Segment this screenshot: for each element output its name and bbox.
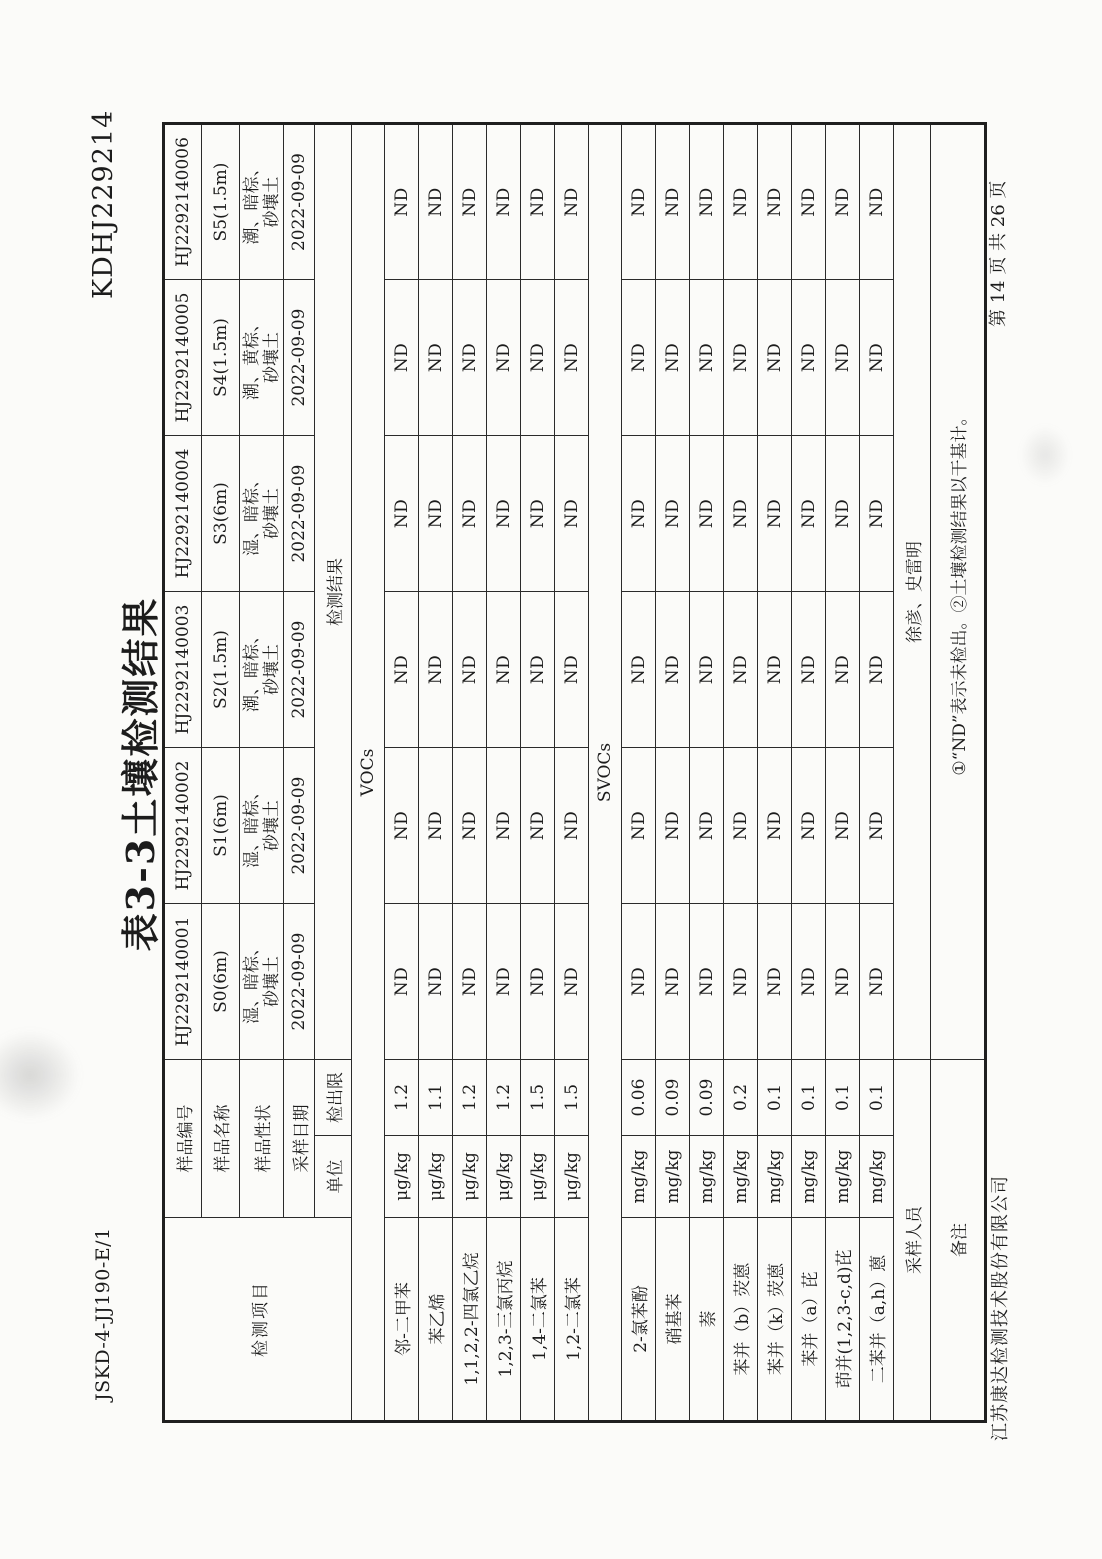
- result-cell: ND: [758, 436, 792, 592]
- analyte-row: [385, 124, 419, 1422]
- report-number: KDHJ229214: [88, 109, 119, 299]
- analyte-row: [826, 124, 860, 1422]
- sample-character: 潮、黄棕、 砂壤土: [240, 280, 284, 436]
- result-cell: ND: [453, 124, 487, 280]
- analyte-limit: 0.1: [860, 1060, 894, 1136]
- sample-id: HJ2292140005: [164, 280, 202, 436]
- analyte-unit: μg/kg: [555, 1136, 589, 1218]
- sample-character: 湿、暗棕、 砂壤土: [240, 904, 284, 1060]
- sampler-value: 徐彦、史雷明: [894, 124, 931, 1060]
- result-cell: ND: [521, 748, 555, 904]
- soil-results-table: [162, 122, 987, 1423]
- analyte-limit: 1.2: [385, 1060, 419, 1136]
- result-cell: ND: [724, 124, 758, 280]
- result-cell: ND: [487, 592, 521, 748]
- analyte-name: 茚并(1,2,3-c,d)芘: [826, 1218, 860, 1422]
- sample-character: 湿、暗棕、 砂壤土: [240, 436, 284, 592]
- sample-character: 潮、暗棕、 砂壤土: [240, 124, 284, 280]
- result-cell: ND: [656, 124, 690, 280]
- result-cell: ND: [622, 748, 656, 904]
- result-cell: ND: [690, 280, 724, 436]
- corner-label: 检测项目: [164, 1218, 352, 1422]
- result-cell: ND: [792, 280, 826, 436]
- analyte-limit: 1.5: [521, 1060, 555, 1136]
- analyte-name: 苯乙烯: [419, 1218, 453, 1422]
- analyte-name: 苯并（a）芘: [792, 1218, 826, 1422]
- analyte-unit: μg/kg: [487, 1136, 521, 1218]
- analyte-unit: μg/kg: [453, 1136, 487, 1218]
- result-cell: ND: [724, 904, 758, 1060]
- form-code: JSKD-4-JJ190-E/1: [92, 1227, 114, 1401]
- result-cell: ND: [724, 280, 758, 436]
- row-label: 样品编号: [164, 1060, 202, 1218]
- sample-id: HJ2292140003: [164, 592, 202, 748]
- result-header: 检测结果: [315, 124, 352, 1060]
- result-cell: ND: [385, 904, 419, 1060]
- section-row-svocs: [589, 124, 622, 1422]
- result-cell: ND: [622, 280, 656, 436]
- result-cell: ND: [826, 592, 860, 748]
- analyte-row: [555, 124, 589, 1422]
- result-cell: ND: [656, 592, 690, 748]
- result-cell: ND: [453, 436, 487, 592]
- result-cell: ND: [758, 124, 792, 280]
- sample-character: 潮、暗棕、 砂壤土: [240, 592, 284, 748]
- result-cell: ND: [622, 904, 656, 1060]
- analyte-name: 1,1,2,2-四氯乙烷: [453, 1218, 487, 1422]
- analyte-row: [724, 124, 758, 1422]
- row-label: 采样日期: [284, 1060, 315, 1218]
- result-cell: ND: [860, 436, 894, 592]
- analyte-unit: mg/kg: [758, 1136, 792, 1218]
- result-cell: ND: [826, 436, 860, 592]
- result-cell: ND: [622, 436, 656, 592]
- result-cell: ND: [555, 904, 589, 1060]
- analyte-row: [860, 124, 894, 1422]
- remark-label: 备注: [931, 1060, 986, 1422]
- sample-id-row: [164, 124, 202, 1422]
- analyte-name: 1,2-二氯苯: [555, 1218, 589, 1422]
- sampler-row: [894, 124, 931, 1422]
- analyte-limit: 1.2: [453, 1060, 487, 1136]
- section-row-vocs: [352, 124, 385, 1422]
- section-label: SVOCs: [589, 124, 622, 1422]
- result-cell: ND: [758, 748, 792, 904]
- result-cell: ND: [792, 124, 826, 280]
- analyte-limit: 0.1: [826, 1060, 860, 1136]
- result-cell: ND: [656, 904, 690, 1060]
- analyte-name: 二苯并（a,h）蒽: [860, 1218, 894, 1422]
- result-cell: ND: [419, 436, 453, 592]
- result-cell: ND: [656, 280, 690, 436]
- sample-date: 2022-09-09: [284, 124, 315, 280]
- result-cell: ND: [419, 748, 453, 904]
- result-cell: ND: [555, 280, 589, 436]
- result-cell: ND: [622, 124, 656, 280]
- analyte-unit: μg/kg: [419, 1136, 453, 1218]
- result-cell: ND: [453, 592, 487, 748]
- result-cell: ND: [860, 748, 894, 904]
- result-cell: ND: [792, 436, 826, 592]
- result-cell: ND: [419, 904, 453, 1060]
- remark-row: [931, 124, 986, 1422]
- analyte-unit: mg/kg: [792, 1136, 826, 1218]
- sample-id: HJ2292140002: [164, 748, 202, 904]
- analyte-limit: 0.09: [656, 1060, 690, 1136]
- limit-header: 检出限: [315, 1060, 352, 1136]
- sample-character: 湿、暗棕、 砂壤土: [240, 748, 284, 904]
- result-cell: ND: [453, 280, 487, 436]
- result-cell: ND: [521, 904, 555, 1060]
- result-cell: ND: [622, 592, 656, 748]
- result-cell: ND: [826, 904, 860, 1060]
- result-cell: ND: [724, 748, 758, 904]
- analyte-unit: mg/kg: [656, 1136, 690, 1218]
- result-cell: ND: [419, 280, 453, 436]
- sample-id: HJ2292140004: [164, 436, 202, 592]
- result-cell: ND: [690, 592, 724, 748]
- result-cell: ND: [758, 904, 792, 1060]
- analyte-limit: 0.09: [690, 1060, 724, 1136]
- result-cell: ND: [521, 436, 555, 592]
- row-label: 样品性状: [240, 1060, 284, 1218]
- result-cell: ND: [453, 748, 487, 904]
- unit-header: 单位: [315, 1136, 352, 1218]
- result-cell: ND: [724, 592, 758, 748]
- result-cell: ND: [487, 748, 521, 904]
- result-cell: ND: [826, 124, 860, 280]
- analyte-row: [419, 124, 453, 1422]
- analyte-name: 萘: [690, 1218, 724, 1422]
- result-cell: ND: [555, 748, 589, 904]
- result-cell: ND: [724, 436, 758, 592]
- result-cell: ND: [555, 124, 589, 280]
- result-cell: ND: [385, 748, 419, 904]
- sample-id: HJ2292140001: [164, 904, 202, 1060]
- analyte-limit: 1.5: [555, 1060, 589, 1136]
- analyte-name: 苯并（b）荧蒽: [724, 1218, 758, 1422]
- row-label: 样品名称: [202, 1060, 240, 1218]
- analyte-row: [792, 124, 826, 1422]
- result-cell: ND: [860, 592, 894, 748]
- result-cell: ND: [792, 904, 826, 1060]
- analyte-row: [656, 124, 690, 1422]
- sample-name: S2(1.5m): [202, 592, 240, 748]
- result-cell: ND: [690, 904, 724, 1060]
- analyte-unit: mg/kg: [690, 1136, 724, 1218]
- result-cell: ND: [826, 280, 860, 436]
- result-cell: ND: [385, 124, 419, 280]
- analyte-unit: mg/kg: [860, 1136, 894, 1218]
- result-cell: ND: [690, 124, 724, 280]
- sample-date: 2022-09-09: [284, 592, 315, 748]
- analyte-row: [521, 124, 555, 1422]
- result-cell: ND: [521, 592, 555, 748]
- result-cell: ND: [860, 280, 894, 436]
- analyte-unit: mg/kg: [724, 1136, 758, 1218]
- result-cell: ND: [487, 436, 521, 592]
- result-cell: ND: [860, 124, 894, 280]
- result-cell: ND: [792, 748, 826, 904]
- sample-date: 2022-09-09: [284, 436, 315, 592]
- sample-name: S4(1.5m): [202, 280, 240, 436]
- analyte-limit: 0.1: [792, 1060, 826, 1136]
- result-cell: ND: [826, 748, 860, 904]
- sample-date: 2022-09-09: [284, 280, 315, 436]
- result-cell: ND: [453, 904, 487, 1060]
- result-cell: ND: [555, 436, 589, 592]
- analyte-row: [690, 124, 724, 1422]
- analyte-name: 2-氯苯酚: [622, 1218, 656, 1422]
- analyte-name: 1,2,3-三氯丙烷: [487, 1218, 521, 1422]
- result-cell: ND: [555, 592, 589, 748]
- analyte-row: [758, 124, 792, 1422]
- result-cell: ND: [792, 592, 826, 748]
- analyte-row: [487, 124, 521, 1422]
- sample-date: 2022-09-09: [284, 904, 315, 1060]
- analyte-limit: 1.2: [487, 1060, 521, 1136]
- analyte-limit: 0.2: [724, 1060, 758, 1136]
- analyte-unit: mg/kg: [826, 1136, 860, 1218]
- result-cell: ND: [385, 280, 419, 436]
- result-cell: ND: [656, 748, 690, 904]
- analyte-row: [453, 124, 487, 1422]
- analyte-name: 1,4-二氯苯: [521, 1218, 555, 1422]
- result-cell: ND: [758, 280, 792, 436]
- result-cell: ND: [487, 280, 521, 436]
- analyte-name: 邻-二甲苯: [385, 1218, 419, 1422]
- sample-name: S3(6m): [202, 436, 240, 592]
- section-label: VOCs: [352, 124, 385, 1422]
- analyte-limit: 0.1: [758, 1060, 792, 1136]
- result-cell: ND: [860, 904, 894, 1060]
- analyte-limit: 0.06: [622, 1060, 656, 1136]
- result-cell: ND: [690, 436, 724, 592]
- result-cell: ND: [487, 904, 521, 1060]
- remark-value: ①“ND”表示未检出。②土壤检测结果以干基计。: [931, 124, 986, 1060]
- result-cell: ND: [521, 280, 555, 436]
- result-cell: ND: [656, 436, 690, 592]
- sampler-label: 采样人员: [894, 1060, 931, 1422]
- result-cell: ND: [487, 124, 521, 280]
- result-cell: ND: [419, 592, 453, 748]
- result-cell: ND: [419, 124, 453, 280]
- sample-name: S0(6m): [202, 904, 240, 1060]
- sample-name: S1(6m): [202, 748, 240, 904]
- company-name: 江苏康达检测技术股份有限公司: [990, 1175, 1011, 1441]
- analyte-unit: mg/kg: [622, 1136, 656, 1218]
- table-title: 表3-3土壤检测结果: [118, 596, 163, 952]
- analyte-limit: 1.1: [419, 1060, 453, 1136]
- result-cell: ND: [385, 436, 419, 592]
- analyte-unit: μg/kg: [521, 1136, 555, 1218]
- analyte-unit: μg/kg: [385, 1136, 419, 1218]
- sample-date: 2022-09-09: [284, 748, 315, 904]
- sample-name: S5(1.5m): [202, 124, 240, 280]
- result-cell: ND: [385, 592, 419, 748]
- result-cell: ND: [690, 748, 724, 904]
- analyte-row: [622, 124, 656, 1422]
- result-cell: ND: [758, 592, 792, 748]
- analyte-name: 苯并（k）荧蒽: [758, 1218, 792, 1422]
- page-number: 第 14 页 共 26 页: [988, 180, 1009, 327]
- analyte-name: 硝基苯: [656, 1218, 690, 1422]
- result-cell: ND: [521, 124, 555, 280]
- sample-id: HJ2292140006: [164, 124, 202, 280]
